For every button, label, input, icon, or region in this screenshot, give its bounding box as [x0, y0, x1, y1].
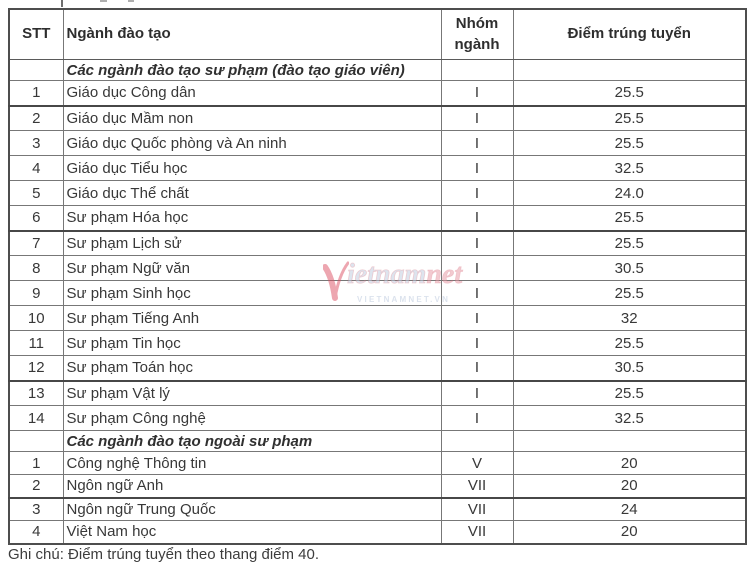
- admission-score: 32: [513, 306, 746, 331]
- row-index: 2: [9, 106, 63, 131]
- major-name: Sư phạm Toán học: [63, 356, 441, 381]
- table-row: [9, 475, 746, 498]
- row-index: 13: [9, 381, 63, 406]
- group-code: I: [441, 406, 513, 431]
- group-code: I: [441, 131, 513, 156]
- admission-score: 30.5: [513, 256, 746, 281]
- row-index: 1: [9, 452, 63, 475]
- section-title: Các ngành đào tạo sư phạm (đào tạo giáo viên): [63, 60, 441, 81]
- major-name: Sư phạm Ngữ văn: [63, 256, 441, 281]
- watermark-subtext: VIETNAMNET.VN: [357, 295, 451, 304]
- table-row: [9, 106, 746, 131]
- table-row: [9, 521, 746, 544]
- admission-score: 25.5: [513, 331, 746, 356]
- row-index: 7: [9, 231, 63, 256]
- table-row: [9, 156, 746, 181]
- admission-score: 24: [513, 498, 746, 521]
- major-name: Giáo dục Mầm non: [63, 106, 441, 131]
- admission-score: 24.0: [513, 181, 746, 206]
- header-score: Điểm trúng tuyển: [513, 9, 746, 60]
- table-body: [9, 60, 746, 544]
- table-row: [9, 131, 746, 156]
- group-code: I: [441, 156, 513, 181]
- group-code: VII: [441, 498, 513, 521]
- admission-score: 25.5: [513, 81, 746, 106]
- group-code: V: [441, 452, 513, 475]
- admission-score: 32.5: [513, 406, 746, 431]
- watermark-brand-first: ietnam: [347, 259, 427, 290]
- group-code: I: [441, 231, 513, 256]
- admission-score: 25.5: [513, 131, 746, 156]
- group-code: I: [441, 106, 513, 131]
- major-name: Sư phạm Hóa học: [63, 206, 441, 231]
- row-index: 12: [9, 356, 63, 381]
- table-row: [9, 356, 746, 381]
- group-code: I: [441, 81, 513, 106]
- major-name: Sư phạm Công nghệ: [63, 406, 441, 431]
- major-name: Ngôn ngữ Trung Quốc: [63, 498, 441, 521]
- table-row: [9, 406, 746, 431]
- admission-score: 20: [513, 452, 746, 475]
- major-name: Sư phạm Tin học: [63, 331, 441, 356]
- major-name: Giáo dục Thể chất: [63, 181, 441, 206]
- major-name: Sư phạm Vật lý: [63, 381, 441, 406]
- row-index: 3: [9, 131, 63, 156]
- row-index: 5: [9, 181, 63, 206]
- empty-cell: [441, 60, 513, 81]
- empty-cell: [9, 60, 63, 81]
- row-index: 4: [9, 156, 63, 181]
- table-header: [9, 9, 746, 60]
- admission-score: 25.5: [513, 381, 746, 406]
- admission-score: 25.5: [513, 281, 746, 306]
- group-code: I: [441, 306, 513, 331]
- table-row: [9, 81, 746, 106]
- empty-cell: [9, 431, 63, 452]
- cropped-text-fragment: [100, 0, 107, 2]
- section-title: Các ngành đào tạo ngoài sư phạm: [63, 431, 441, 452]
- admission-score: 25.5: [513, 106, 746, 131]
- row-index: 9: [9, 281, 63, 306]
- table-row: [9, 206, 746, 231]
- admission-score: 32.5: [513, 156, 746, 181]
- major-name: Giáo dục Tiểu học: [63, 156, 441, 181]
- watermark-brand-second: net: [426, 259, 463, 290]
- major-name: Sư phạm Lịch sử: [63, 231, 441, 256]
- admission-scores-table-wrap: [8, 8, 747, 545]
- row-index: 4: [9, 521, 63, 544]
- major-name: Việt Nam học: [63, 521, 441, 544]
- row-index: 14: [9, 406, 63, 431]
- group-code: I: [441, 281, 513, 306]
- header-group: Nhóm ngành: [441, 9, 513, 60]
- group-code: I: [441, 181, 513, 206]
- row-index: 11: [9, 331, 63, 356]
- major-name: Sư phạm Sinh học: [63, 281, 441, 306]
- row-index: 1: [9, 81, 63, 106]
- admission-score: 25.5: [513, 231, 746, 256]
- admission-score: 30.5: [513, 356, 746, 381]
- admission-score: 20: [513, 521, 746, 544]
- empty-cell: [513, 431, 746, 452]
- table-row: [9, 281, 746, 306]
- group-code: I: [441, 356, 513, 381]
- section-row: [9, 431, 746, 452]
- header-stt: STT: [9, 9, 63, 60]
- row-index: 2: [9, 475, 63, 498]
- table-row: [9, 381, 746, 406]
- table-row: [9, 498, 746, 521]
- table-row: [9, 331, 746, 356]
- group-code: VII: [441, 521, 513, 544]
- header-major: Ngành đào tạo: [63, 9, 441, 60]
- admission-score: 20: [513, 475, 746, 498]
- header-row: [9, 9, 746, 60]
- group-code: I: [441, 256, 513, 281]
- row-index: 10: [9, 306, 63, 331]
- cropped-text-fragment: [128, 0, 134, 2]
- empty-cell: [513, 60, 746, 81]
- section-row: [9, 60, 746, 81]
- major-name: Sư phạm Tiếng Anh: [63, 306, 441, 331]
- group-code: I: [441, 206, 513, 231]
- group-code: I: [441, 331, 513, 356]
- table-row: [9, 306, 746, 331]
- table-row: [9, 452, 746, 475]
- row-index: 8: [9, 256, 63, 281]
- table-row: [9, 231, 746, 256]
- cropped-text-fragment: [61, 0, 63, 7]
- empty-cell: [441, 431, 513, 452]
- row-index: 3: [9, 498, 63, 521]
- table-row: [9, 181, 746, 206]
- group-code: VII: [441, 475, 513, 498]
- major-name: Giáo dục Quốc phòng và An ninh: [63, 131, 441, 156]
- row-index: 6: [9, 206, 63, 231]
- table-row: [9, 256, 746, 281]
- major-name: Giáo dục Công dân: [63, 81, 441, 106]
- admission-score: 25.5: [513, 206, 746, 231]
- group-code: I: [441, 381, 513, 406]
- admission-scores-table: [8, 8, 747, 545]
- major-name: Công nghệ Thông tin: [63, 452, 441, 475]
- footnote: Ghi chú: Điểm trúng tuyển theo thang điểm 40.: [8, 546, 320, 563]
- major-name: Ngôn ngữ Anh: [63, 475, 441, 498]
